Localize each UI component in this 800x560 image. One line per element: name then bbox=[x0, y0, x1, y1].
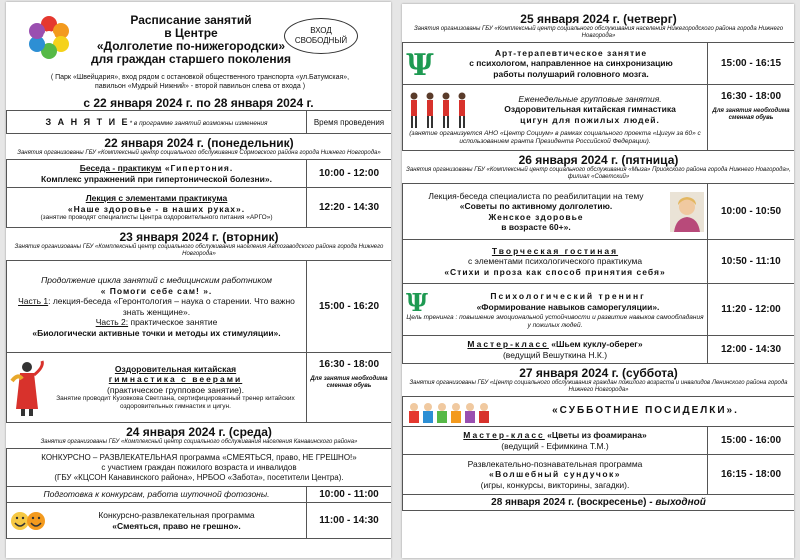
event-title: Творческая гостиная bbox=[491, 245, 619, 256]
title-line: Расписание занятий bbox=[130, 13, 252, 27]
event-row bbox=[403, 284, 795, 336]
day-row bbox=[403, 4, 795, 43]
event-text: практическое занятие bbox=[128, 317, 218, 327]
day-off-label: - выходной bbox=[646, 497, 706, 508]
qigong-group-icon bbox=[406, 90, 472, 130]
day-row bbox=[7, 423, 392, 449]
event-row bbox=[403, 455, 795, 495]
event-time: 15:00 - 16:00 bbox=[708, 427, 795, 455]
event-description bbox=[403, 184, 708, 240]
laughing-faces-icon bbox=[10, 507, 46, 535]
day-heading: 28 января 2024 г. (воскресенье) bbox=[491, 497, 647, 508]
event-title: Лекция с элементами практикума bbox=[85, 193, 228, 203]
day-heading: 25 января 2024 г. (четверг) bbox=[520, 12, 677, 26]
event-title: Мастер-класс bbox=[467, 339, 549, 349]
schedule-table-right bbox=[402, 4, 794, 511]
event-title: «СУББОТНИЕ ПОСИДЕЛКИ». bbox=[552, 405, 739, 417]
event-time: 12:20 - 14:30 bbox=[307, 188, 392, 228]
schedule-title bbox=[76, 14, 306, 66]
event-time: 10:00 - 10:50 bbox=[708, 184, 795, 240]
event-row bbox=[7, 353, 392, 423]
event-time: 16:30 - 18:00 bbox=[318, 359, 380, 370]
day-row bbox=[7, 228, 392, 261]
organizer-note: Занятия организованы ГБУ «Комплексный центр социального обслуживания «Мыза» Приокского района города Нижнего Новгорода», филиал «Советский» bbox=[406, 167, 791, 180]
event-row bbox=[403, 427, 795, 455]
event-time-cell bbox=[307, 353, 392, 423]
day-off-cell bbox=[403, 495, 795, 511]
event-text: «Наше здоровье - в наших руках». bbox=[67, 203, 246, 214]
event-note: (занятие проводят специалисты Центра оздоровительного питания «АРГО») bbox=[40, 214, 273, 221]
event-description bbox=[7, 160, 307, 188]
event-description bbox=[7, 261, 307, 353]
free-entry-text: СВОБОДНЫЙ bbox=[294, 36, 348, 45]
schedule-sheet-left bbox=[6, 2, 391, 558]
event-time: 15:00 - 16:20 bbox=[307, 261, 392, 353]
fan-dancer-icon bbox=[10, 359, 44, 417]
event-text: (ГБУ «КЦСОН Канавинского района», НРБОО «Забота», посетители Центра). bbox=[54, 472, 344, 482]
event-row bbox=[403, 336, 795, 364]
schedule-header bbox=[6, 2, 391, 110]
event-row bbox=[7, 261, 392, 353]
day-row bbox=[403, 364, 795, 397]
event-time: 10:50 - 11:10 bbox=[708, 240, 795, 284]
event-text: работы полушарий головного мозга. bbox=[493, 68, 649, 79]
event-title: Оздоровительная китайская bbox=[114, 363, 237, 374]
speaker-portrait-icon bbox=[670, 192, 704, 232]
activity-header-label: З А Н Я Т И Е bbox=[45, 117, 130, 127]
event-description bbox=[403, 43, 708, 85]
event-row bbox=[7, 487, 392, 503]
event-row bbox=[403, 43, 795, 85]
title-line: в Центре bbox=[164, 26, 218, 40]
activity-header-note: * в программе занятий возможны изменения bbox=[129, 120, 268, 127]
event-text: Лекция-беседа специалиста по реабилитации на тему bbox=[428, 190, 644, 201]
event-title: Оздоровительная китайская гимнастика bbox=[504, 104, 676, 115]
event-description bbox=[7, 503, 307, 539]
psi-symbol-icon bbox=[406, 49, 434, 79]
gathering-group-icon bbox=[406, 400, 496, 424]
event-description bbox=[7, 449, 392, 487]
event-title: « Помоги себе сам! ». bbox=[100, 285, 213, 296]
event-description: Подготовка к конкурсам, работа шуточной фотозоны. bbox=[7, 487, 307, 503]
event-text: «Биологически активные точки и методы их стимуляции». bbox=[32, 327, 281, 338]
event-time-cell bbox=[708, 85, 795, 151]
event-time: 11:20 - 12:00 bbox=[708, 284, 795, 336]
organizer-note: Занятия организованы ГБУ «Комплексный центр социального обслуживания населения Автозаводского района города Нижнего Новгорода» bbox=[14, 244, 384, 257]
event-row bbox=[7, 188, 392, 228]
title-line: «Долголетие по-нижегородски» bbox=[96, 39, 286, 53]
event-description bbox=[7, 188, 307, 228]
organizer-note: Занятия организованы ГБУ «Комплексный центр социального обслуживания населения Нижегородского района города Нижнего Новгорода» bbox=[413, 26, 784, 39]
event-text: Конкурсно-развлекательная программа bbox=[98, 510, 255, 520]
event-title: КОНКУРСНО – РАЗВЛЕКАТЕЛЬНАЯ программа «СМЕЯТЬСЯ, право, НЕ ГРЕШНО!» bbox=[41, 452, 357, 462]
event-time: 11:00 - 14:30 bbox=[307, 503, 392, 539]
event-text: с элементами психологического практикума bbox=[467, 256, 643, 267]
event-title: «Советы по активному долголетию. bbox=[459, 201, 613, 211]
shoes-note: Для занятия необходима сменная обувь bbox=[310, 376, 388, 389]
shoes-note: Для занятия необходима сменная обувь bbox=[712, 108, 790, 121]
organizer-note: Занятия организованы ГБУ «Комплексный центр социального обслуживания Сормовского района города Нижнего Новгорода» bbox=[17, 150, 381, 156]
event-time: 10:00 - 11:00 bbox=[307, 487, 392, 503]
event-row bbox=[403, 397, 795, 427]
time-column-header: Время проведения bbox=[307, 111, 392, 134]
schedule-table-left bbox=[6, 110, 391, 539]
event-description bbox=[403, 397, 795, 427]
event-time: 16:15 - 18:00 bbox=[708, 455, 795, 495]
part-label: Часть 1 bbox=[18, 296, 49, 306]
event-text: (игры, конкурсы, викторины, загадки). bbox=[480, 479, 630, 490]
event-title: Арт-терапевтическое занятие bbox=[494, 47, 648, 58]
event-text: (ведущий - Ефимкина Т.М.) bbox=[501, 440, 609, 451]
free-entry-badge bbox=[284, 18, 358, 54]
event-note: (занятие организуется АНО «Центр Социум» в рамках социального проекта «Цигун за 60» с использованием гранта Президента Российской Федерации). bbox=[409, 129, 701, 145]
event-note: Цель тренинга : повышение эмоциональной устойчивости и развитие навыков самообладания у пожилых людей. bbox=[406, 313, 704, 329]
organizer-note: Занятия организованы ГБУ «Комплексный центр социального обслуживания населения Канавинского района» bbox=[40, 439, 358, 445]
schedule-sheet-right bbox=[402, 4, 794, 558]
event-row bbox=[403, 184, 795, 240]
event-text: «Гипертония. bbox=[161, 163, 234, 173]
schedule-period: с 22 января 2024 г. по 28 января 2024 г. bbox=[83, 96, 314, 110]
svg-text:Ψ: Ψ bbox=[406, 48, 434, 79]
event-description bbox=[403, 85, 708, 151]
event-row bbox=[7, 449, 392, 487]
event-time: 12:00 - 14:30 bbox=[708, 336, 795, 364]
flower-logo-icon bbox=[26, 14, 72, 60]
event-description bbox=[403, 455, 708, 495]
event-description bbox=[7, 353, 307, 423]
event-title: Беседа - практикум bbox=[79, 163, 162, 173]
event-text: (ведущий Вешуткина Н.К.) bbox=[502, 349, 608, 360]
event-note: Занятие проводит Кузовкова Светлана, сертифицированный тренер китайских оздоровительных гимнастик и цигун. bbox=[56, 395, 295, 411]
event-time: 15:00 - 16:15 bbox=[708, 43, 795, 85]
event-title: Мастер-класс bbox=[463, 430, 545, 440]
event-description bbox=[403, 240, 708, 284]
part-label: Часть 2: bbox=[95, 317, 129, 327]
event-description bbox=[403, 427, 708, 455]
event-text: «Стихи и проза как способ принятия себя» bbox=[444, 266, 666, 277]
event-text: «Шьем куклу-оберег» bbox=[548, 339, 643, 349]
day-row bbox=[403, 151, 795, 184]
day-heading: 26 января 2024 г. (пятница) bbox=[518, 153, 679, 167]
venue-address: ( Парк «Швейцария», вход рядом с остановкой общественного транспорта «ул.Батумская», павильон «Мудрый Нижний» - второй павильон слева от входа ) bbox=[50, 74, 350, 90]
day-row bbox=[7, 134, 392, 160]
event-description bbox=[403, 284, 708, 336]
event-row bbox=[7, 160, 392, 188]
event-time: 10:00 - 12:00 bbox=[307, 160, 392, 188]
event-title: Психологический тренинг bbox=[490, 291, 646, 301]
title-line: для граждан старшего поколения bbox=[91, 52, 291, 66]
day-heading: 24 января 2024 г. (среда) bbox=[126, 425, 272, 439]
free-entry-text: ВХОД bbox=[310, 26, 332, 35]
svg-text:Ψ: Ψ bbox=[406, 289, 428, 314]
activity-column-header bbox=[7, 111, 307, 134]
event-text: с участием граждан пожилого возраста и инвалидов bbox=[101, 462, 297, 472]
event-time: 16:30 - 18:00 bbox=[720, 91, 782, 102]
event-text: Развлекательно-познавательная программа bbox=[467, 458, 643, 469]
event-row bbox=[403, 85, 795, 151]
event-title: «Смеяться, право не грешно». bbox=[112, 520, 241, 531]
event-text: Еженедельные групповые занятия. bbox=[518, 93, 662, 104]
event-text: с психологом, направленное на синхронизацию bbox=[469, 58, 673, 69]
day-heading: 23 января 2024 г. (вторник) bbox=[119, 230, 279, 244]
event-title: Женское здоровье bbox=[488, 211, 584, 222]
event-text: «Цветы из фоамирана» bbox=[544, 430, 647, 440]
table-header-row bbox=[7, 111, 392, 134]
event-text: (практическое групповое занятие). bbox=[106, 384, 244, 395]
event-description bbox=[403, 336, 708, 364]
organizer-note: Занятия организованы ГБУ «Центр социального обслуживания граждан пожилого возраста и инвалидов Ленинского района города Нижнего Новгорода» bbox=[409, 380, 788, 393]
event-title: в возрасте 60+». bbox=[501, 222, 571, 232]
day-off-row bbox=[403, 495, 795, 511]
event-row bbox=[7, 503, 392, 539]
day-heading: 27 января 2024 г. (суббота) bbox=[519, 366, 678, 380]
event-title: цигун для пожилых людей. bbox=[520, 114, 660, 125]
event-text: Комплекс упражнений при гипертонической болезни». bbox=[41, 173, 272, 184]
event-title: гимнастика с веерами bbox=[108, 374, 243, 385]
event-text: «Формирование навыков саморегуляции». bbox=[476, 301, 660, 312]
event-row bbox=[403, 240, 795, 284]
day-heading: 22 января 2024 г. (понедельник) bbox=[104, 136, 294, 150]
psi-symbol-icon bbox=[406, 290, 428, 314]
event-text: : лекция-беседа «Геронтология – наука о старении. Что важно знать женщине». bbox=[48, 296, 295, 317]
event-title: «Волшебный сундучок» bbox=[488, 469, 622, 480]
event-text: Продолжение цикла занятий с медицинским работником bbox=[41, 275, 272, 285]
